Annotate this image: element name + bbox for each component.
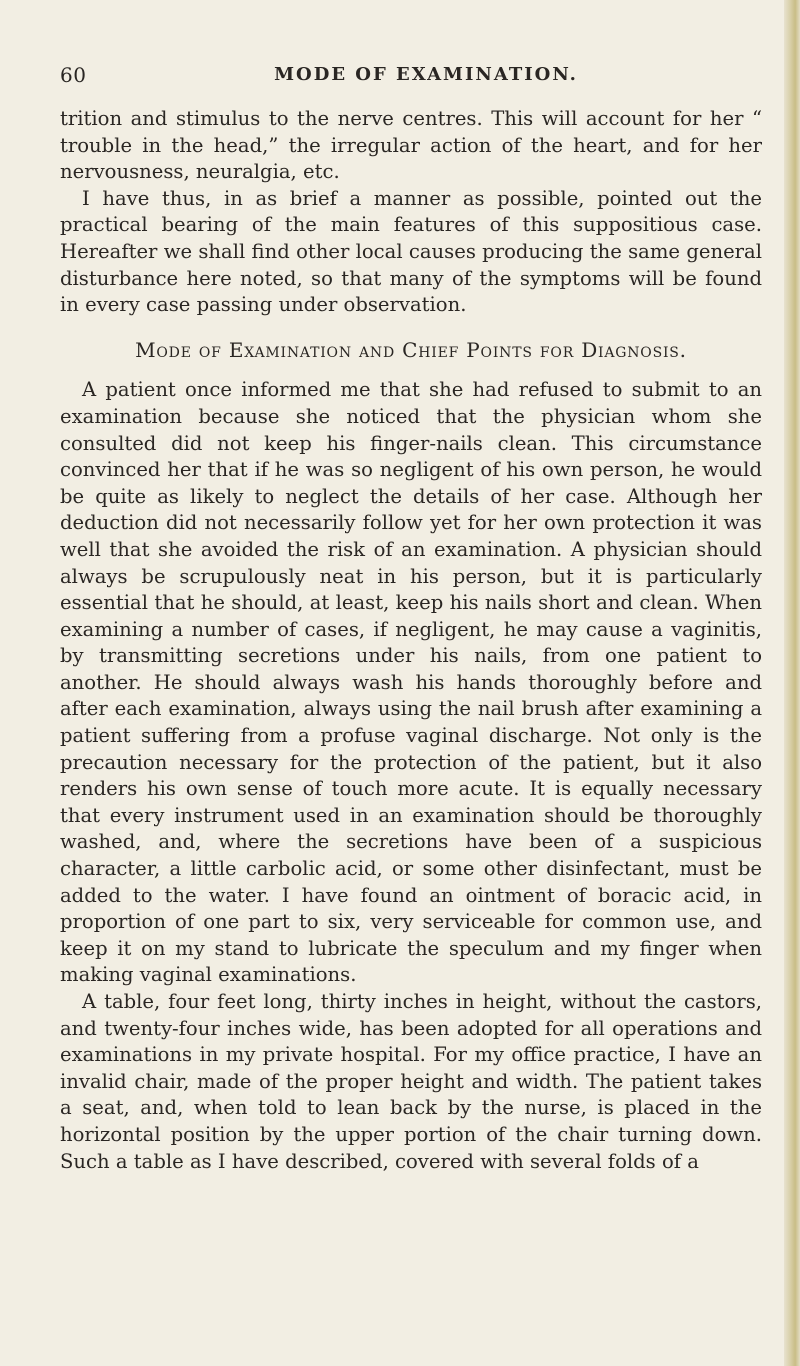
paragraph-summary: I have thus, in as brief a manner as possible, pointed out the practical bearing of the main features of this suppositious case. Hereafter we shall find other local causes producing the same general disturbance here noted, so that many of the symptoms will be found in every case passing under observation. xyxy=(60,186,762,317)
paragraph-continuation: trition and stimulus to the nerve centres. This will account for her “ trouble in the head,” the irregular action of the heart, and for her nervousness, neuralgia, etc. xyxy=(60,107,762,184)
page-number: 60 xyxy=(60,63,87,87)
running-title: MODE OF EXAMINATION. xyxy=(274,64,578,85)
book-page xyxy=(60,62,762,1175)
page-edge-shadow xyxy=(784,0,800,1366)
section-heading: Mode of Examination and Chief Points for Diagnosis. xyxy=(135,337,687,362)
paragraph-table: A table, four feet long, thirty inches in height, without the castors, and twenty-four inches wide, has been adopted for all operations and examinations in my private hospital. For my office practice, I have an invalid chair, made of the proper height and width. The patient takes a seat, and, when told to lean back by the nurse, is placed in the horizontal position by the upper portion of the chair turning down. Such a table as I have described, covered with several folds of a xyxy=(60,990,762,1173)
paragraph-hygiene: A patient once informed me that she had refused to submit to an examination because she noticed that the physician whom she consulted did not keep his finger-nails clean. This circumstance convinced her that if he was so negligent of his own person, he would be quite as likely to neglect the details of her case. Although her deduction did not necessarily follow yet for her own protection it was well that she avoided the risk of an examination. A physician should always be scrupulously neat in his person, but it is particularly essential that he should, at least, keep his nails short and clean. When examining a number of cases, if negligent, he may cause a vaginitis, by transmitting secretions under his nails, from one patient to another. He should always wash his hands thoroughly before and after each examination, always using the nail brush after examining a patient suffering from a profuse vaginal discharge. Not only is the precaution necessary for the protection of the patient, but it also renders his own sense of touch more acute. It is equally necessary that every instrument used in an examination should be thoroughly washed, and, where the secretions have been of a suspicious character, a little carbolic acid, or some other disinfectant, must be added to the water. I have found an ointment of boracic acid, in proportion of one part to six, very serviceable for common use, and keep it on my stand to lubricate the speculum and my finger when making vaginal examinations. xyxy=(60,378,762,987)
running-head xyxy=(60,62,762,106)
